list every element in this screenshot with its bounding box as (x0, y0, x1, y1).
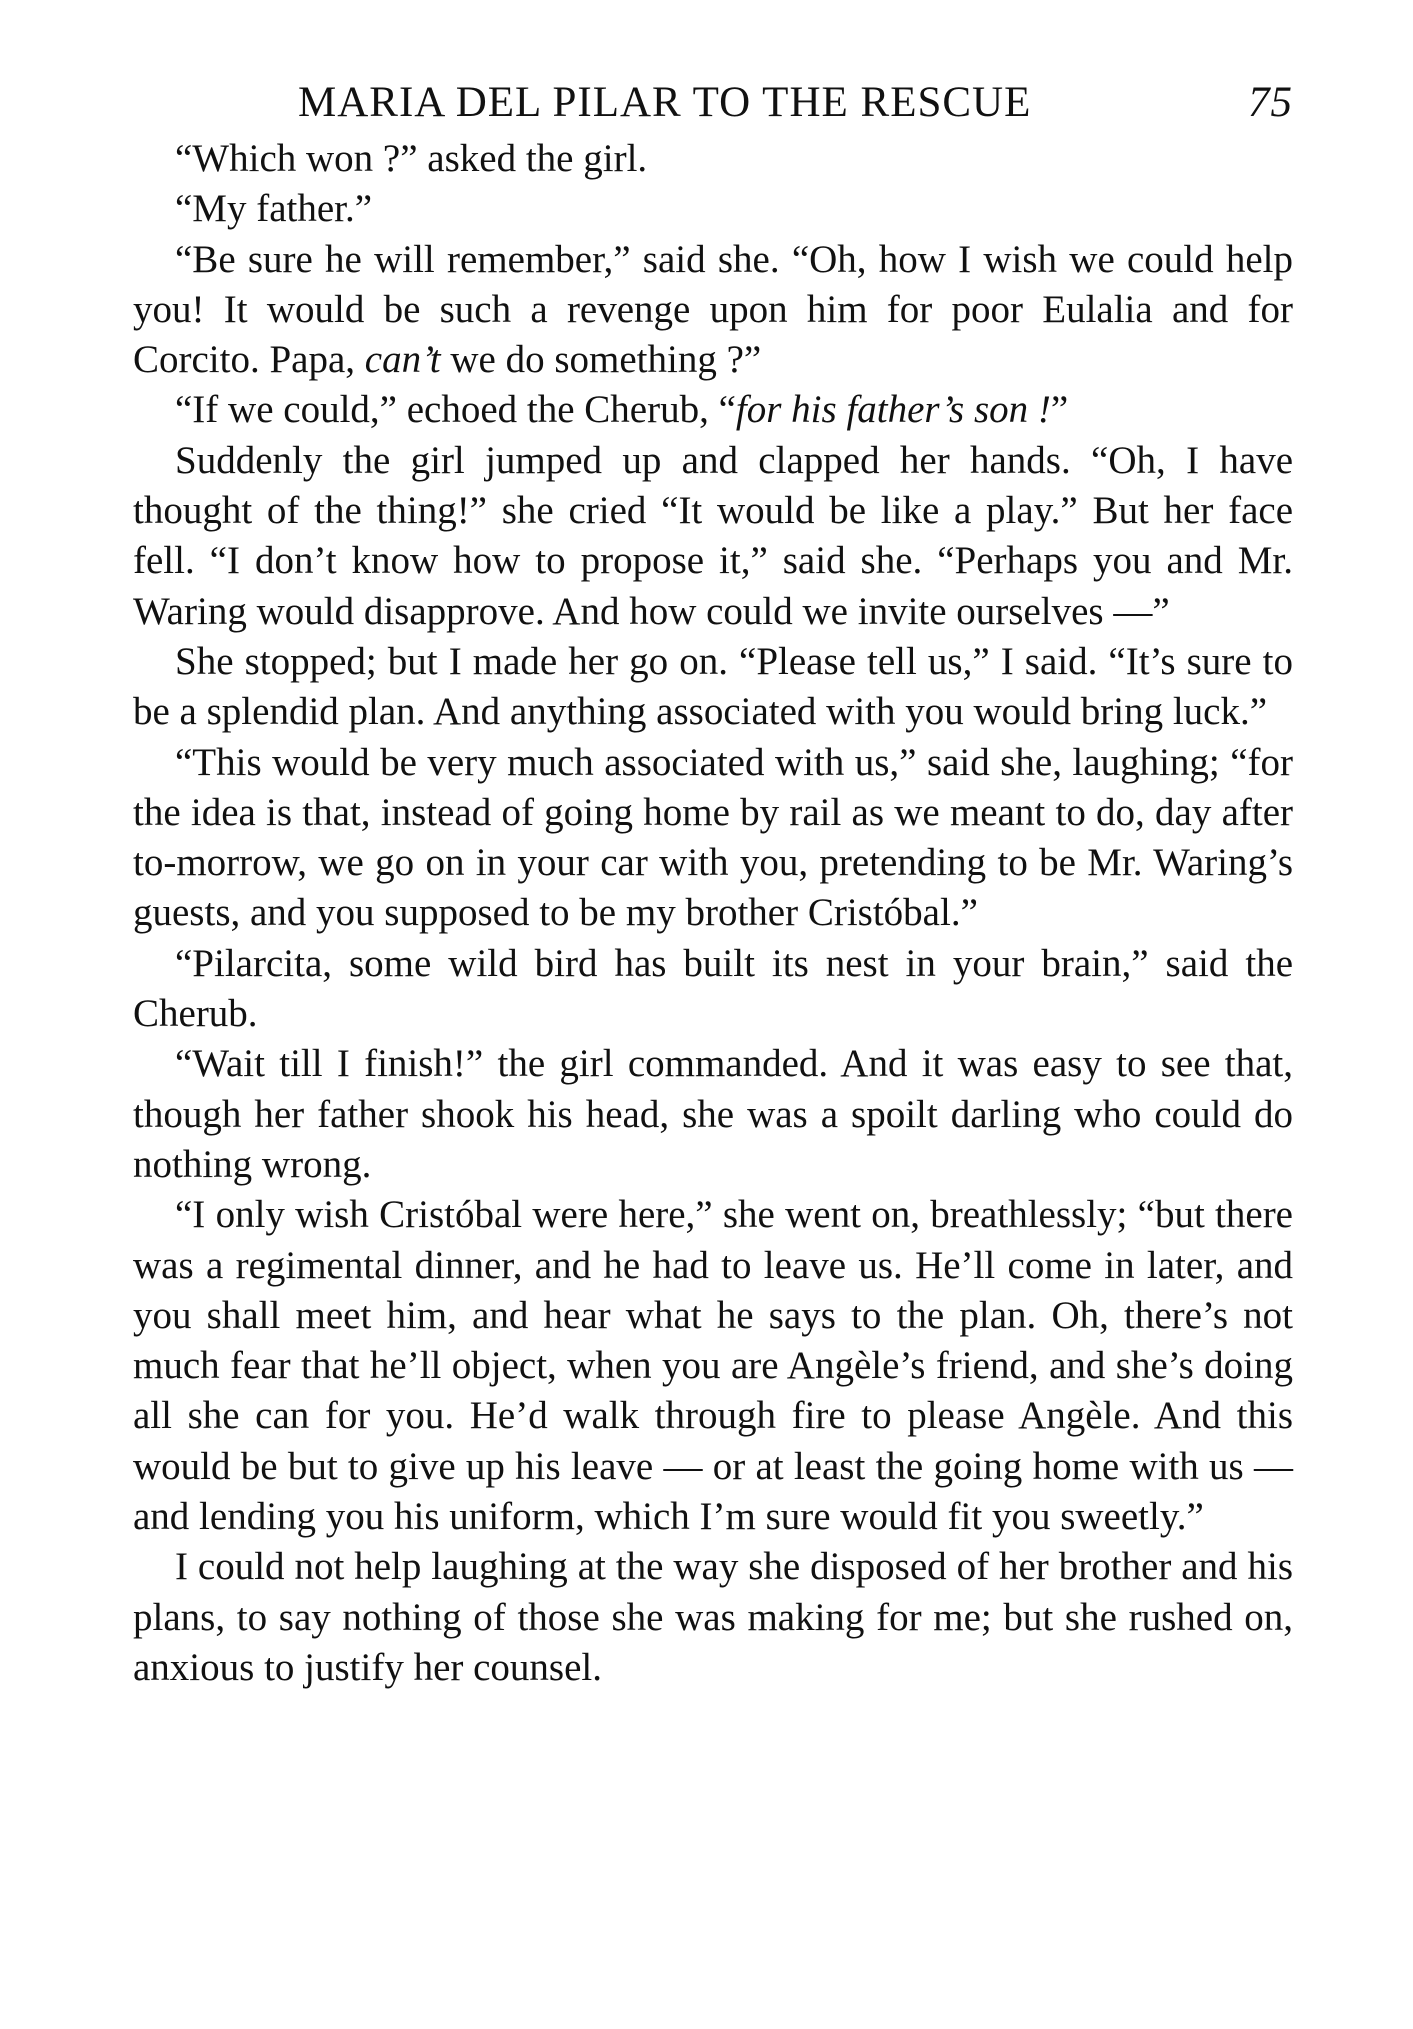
text-run: “If we could,” echoed the Cherub, “ (175, 388, 736, 432)
paragraph (133, 385, 1293, 435)
text-run: “Which won ?” asked the girl. (175, 137, 648, 180)
italic-text: can’t (364, 338, 441, 382)
text-run: “Wait till I finish!” the girl commanded. And it was easy to see that, though her father shook his head, she was a spoilt darling who could do nothing wrong. (133, 1042, 1293, 1186)
text-run: “I only wish Cristóbal were here,” she went on, breathlessly; “but there was a regimental dinner, and he had to leave us. He’ll come in later, and you shall meet him, and hear what he says to the plan. Oh, there’s not much fear that he’ll object, when you are Angèle’s friend, and she’s doing all she can for you. He’d walk through fire to please Angèle. And this would be but to give up his leave — or at least the going home with us — and lending you his uniform, which I’m sure would fit you sweetly.” (133, 1193, 1293, 1539)
text-run: She stopped; but I made her go on. “Please tell us,” I said. “It’s sure to be a splendid plan. And anything associated with you would bring luck.” (133, 639, 1293, 734)
paragraph (133, 637, 1293, 738)
text-run: we do something ?” (440, 338, 762, 382)
paragraph (133, 738, 1293, 939)
paragraph (133, 184, 1293, 234)
text-run: “Pilarcita, some wild bird has built its nest in your brain,” said the Cherub. (133, 941, 1293, 1036)
text-run: Suddenly the girl jumped up and clapped her hands. “Oh, I have thought of the thing!” she cried “It would be like a play.” But her face fell. “I don’t know how to propose it,” said she. “Perhaps you and Mr. Waring would disapprove. And how could we invite ourselves —” (133, 438, 1293, 633)
text-run: ” (1050, 388, 1069, 432)
paragraph (133, 1190, 1293, 1542)
body-text (133, 134, 1293, 1693)
paragraph (133, 134, 1293, 184)
paragraph (133, 1542, 1293, 1693)
paragraph (133, 1039, 1293, 1190)
book-page (133, 72, 1293, 1693)
text-run: “This would be very much associated with us,” said she, laughing; “for the idea is that, instead of going home by rail as we meant to do, day after to-morrow, we go on in your car with you, pretending to be Mr. Waring’s guests, and you supposed to be my brother Cristóbal.” (133, 740, 1293, 935)
paragraph (133, 235, 1293, 386)
paragraph (133, 939, 1293, 1040)
text-run: “My father.” (175, 187, 373, 231)
paragraph (133, 436, 1293, 637)
running-title: MARIA DEL PILAR TO THE RESCUE (298, 79, 1032, 126)
text-run: “Be sure he will remember,” said she. “Oh, how I wish we could help you! It would be such a revenge upon him for poor Eulalia and for Corcito. Papa, (133, 237, 1293, 382)
page-number: 75 (1248, 79, 1293, 126)
italic-text: for his father’s son ! (735, 388, 1051, 432)
page-header (133, 72, 1293, 134)
text-run: I could not help laughing at the way she disposed of her brother and his plans, to say nothing of those she was making for me; but she rushed on, anxious to justify her counsel. (133, 1545, 1293, 1689)
